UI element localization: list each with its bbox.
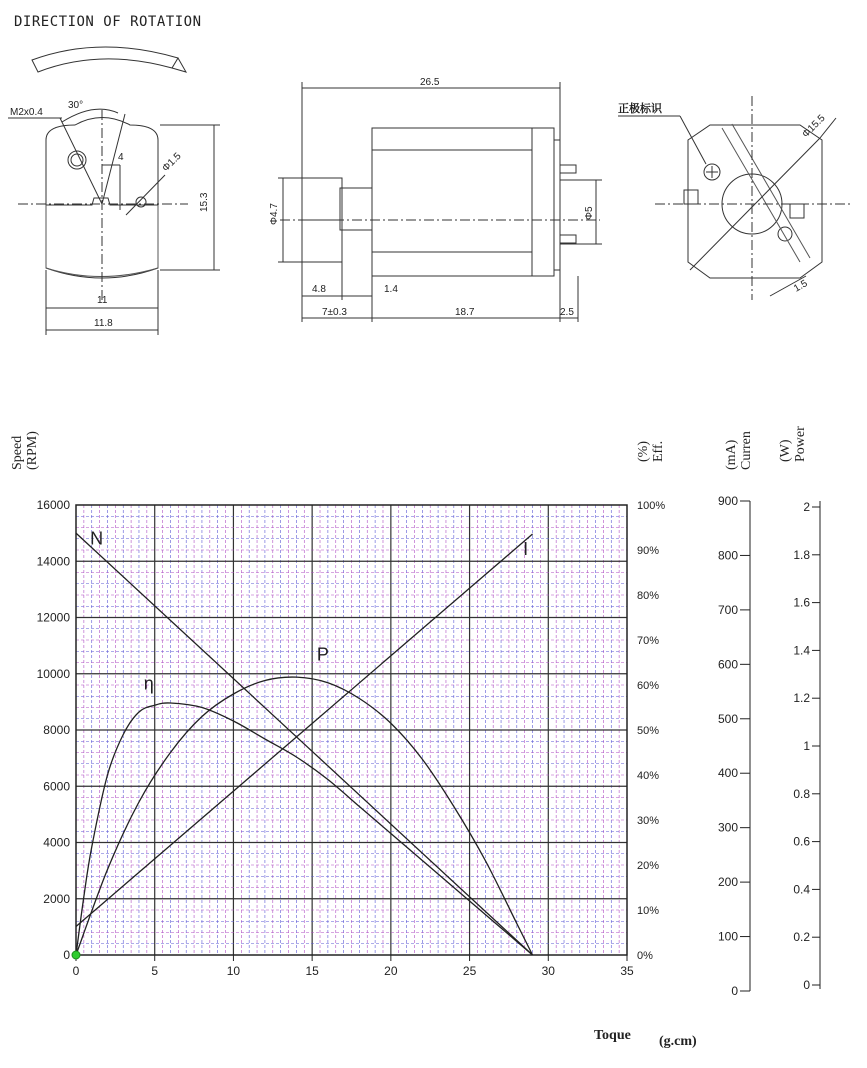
speed-tick-label: 8000 bbox=[43, 723, 70, 737]
current-tick-label: 700 bbox=[717, 602, 738, 617]
rear-view-outline bbox=[688, 125, 822, 278]
efficiency-tick-label: 30% bbox=[637, 815, 660, 827]
power-tick-label: 1.4 bbox=[793, 643, 810, 658]
x-tick-label: 35 bbox=[620, 964, 634, 978]
efficiency-tick-label: 40% bbox=[637, 770, 660, 782]
efficiency-axis-title: (%) Eff. bbox=[636, 440, 666, 462]
power-axis-title: (W) Power bbox=[778, 426, 808, 462]
curve-label: P bbox=[316, 644, 329, 665]
x-tick-label: 25 bbox=[462, 964, 477, 978]
efficiency-tick-label: 20% bbox=[637, 860, 660, 872]
dim-terminal-len: 2.5 bbox=[560, 307, 574, 318]
x-tick-label: 20 bbox=[384, 964, 398, 978]
dim-height: 15.3 bbox=[199, 192, 210, 212]
current-tick-label: 300 bbox=[717, 820, 738, 835]
rotation-arrow-icon bbox=[32, 47, 178, 72]
power-tick-label: 0.6 bbox=[793, 834, 810, 849]
current-tick-label: 100 bbox=[717, 929, 738, 944]
curve-label: N bbox=[90, 528, 104, 549]
dim-boss-dia: Φ5 bbox=[584, 206, 595, 220]
current-tick-label: 400 bbox=[717, 766, 738, 781]
speed-tick-label: 14000 bbox=[36, 554, 70, 569]
x-tick-label: 5 bbox=[151, 964, 159, 978]
efficiency-tick-label: 10% bbox=[637, 905, 660, 917]
polarity-label: 正极标识 bbox=[618, 103, 662, 115]
x-tick-label: 0 bbox=[72, 964, 80, 978]
power-tick-label: 1.8 bbox=[793, 547, 810, 562]
power-tick-label: 2 bbox=[803, 500, 810, 514]
dim-shaft-dia: Φ4.7 bbox=[269, 203, 280, 225]
efficiency-tick-label: 0% bbox=[637, 950, 653, 962]
efficiency-tick-label: 90% bbox=[637, 545, 660, 557]
current-tick-label: 500 bbox=[717, 711, 738, 726]
dim-gap-len: 1.4 bbox=[384, 284, 398, 295]
efficiency-tick-label: 60% bbox=[637, 680, 660, 692]
power-tick-label: 1.2 bbox=[793, 691, 810, 706]
x-tick-label: 30 bbox=[541, 964, 555, 978]
dim-body-len: 18.7 bbox=[455, 307, 475, 318]
dim-body-dia: Φ15.5 bbox=[800, 112, 828, 141]
origin-marker bbox=[72, 951, 80, 959]
current-tick-label: 0 bbox=[731, 984, 738, 998]
speed-tick-label: 12000 bbox=[36, 610, 70, 625]
dim-shaft-total: 7±0.3 bbox=[322, 307, 347, 318]
technical-drawing bbox=[0, 0, 867, 370]
curve-label: I bbox=[523, 539, 529, 559]
speed-tick-label: 4000 bbox=[43, 835, 70, 850]
current-axis-title: (mA) Curren bbox=[724, 431, 754, 470]
motor-performance-chart bbox=[0, 440, 867, 1060]
power-tick-label: 1.6 bbox=[793, 595, 810, 610]
current-tick-label: 900 bbox=[717, 494, 738, 508]
dim-terminal-width: 1.5 bbox=[792, 278, 810, 295]
efficiency-tick-label: 80% bbox=[637, 590, 660, 602]
rotation-title: DIRECTION OF ROTATION bbox=[14, 14, 202, 30]
current-tick-label: 600 bbox=[717, 657, 738, 672]
dim-outer-width: 11.8 bbox=[94, 318, 113, 329]
power-tick-label: 0.4 bbox=[793, 882, 810, 897]
speed-tick-label: 10000 bbox=[36, 666, 70, 681]
speed-tick-label: 6000 bbox=[43, 779, 70, 794]
x-tick-label: 10 bbox=[226, 964, 241, 978]
speed-tick-label: 2000 bbox=[43, 891, 70, 906]
speed-tick-label: 0 bbox=[63, 948, 70, 962]
angle-label: 30° bbox=[68, 100, 84, 111]
power-tick-label: 1 bbox=[803, 739, 810, 753]
efficiency-tick-label: 100% bbox=[637, 500, 666, 512]
power-tick-label: 0 bbox=[803, 978, 810, 992]
current-tick-label: 800 bbox=[717, 548, 738, 563]
power-tick-label: 0.2 bbox=[793, 930, 810, 945]
thread-note: M2x0.4 bbox=[10, 107, 43, 118]
dim-hole-dia: Φ1.5 bbox=[160, 150, 184, 175]
x-tick-label: 15 bbox=[305, 964, 319, 978]
x-axis-title: Toque bbox=[594, 1028, 631, 1043]
x-axis-unit: (g.cm) bbox=[659, 1034, 697, 1049]
speed-tick-label: 16000 bbox=[36, 498, 70, 512]
efficiency-tick-label: 70% bbox=[637, 635, 660, 647]
dim-inner-width: 11 bbox=[97, 295, 108, 306]
curve-label: η bbox=[143, 673, 154, 694]
dim-eccentric-len: 4.8 bbox=[312, 284, 326, 295]
dim-4: 4 bbox=[118, 152, 124, 163]
efficiency-tick-label: 50% bbox=[637, 725, 660, 737]
current-tick-label: 200 bbox=[717, 875, 738, 890]
dim-overall-length: 26.5 bbox=[420, 77, 440, 88]
speed-axis-title: Speed (RPM) bbox=[10, 431, 40, 470]
power-tick-label: 0.8 bbox=[793, 786, 810, 801]
